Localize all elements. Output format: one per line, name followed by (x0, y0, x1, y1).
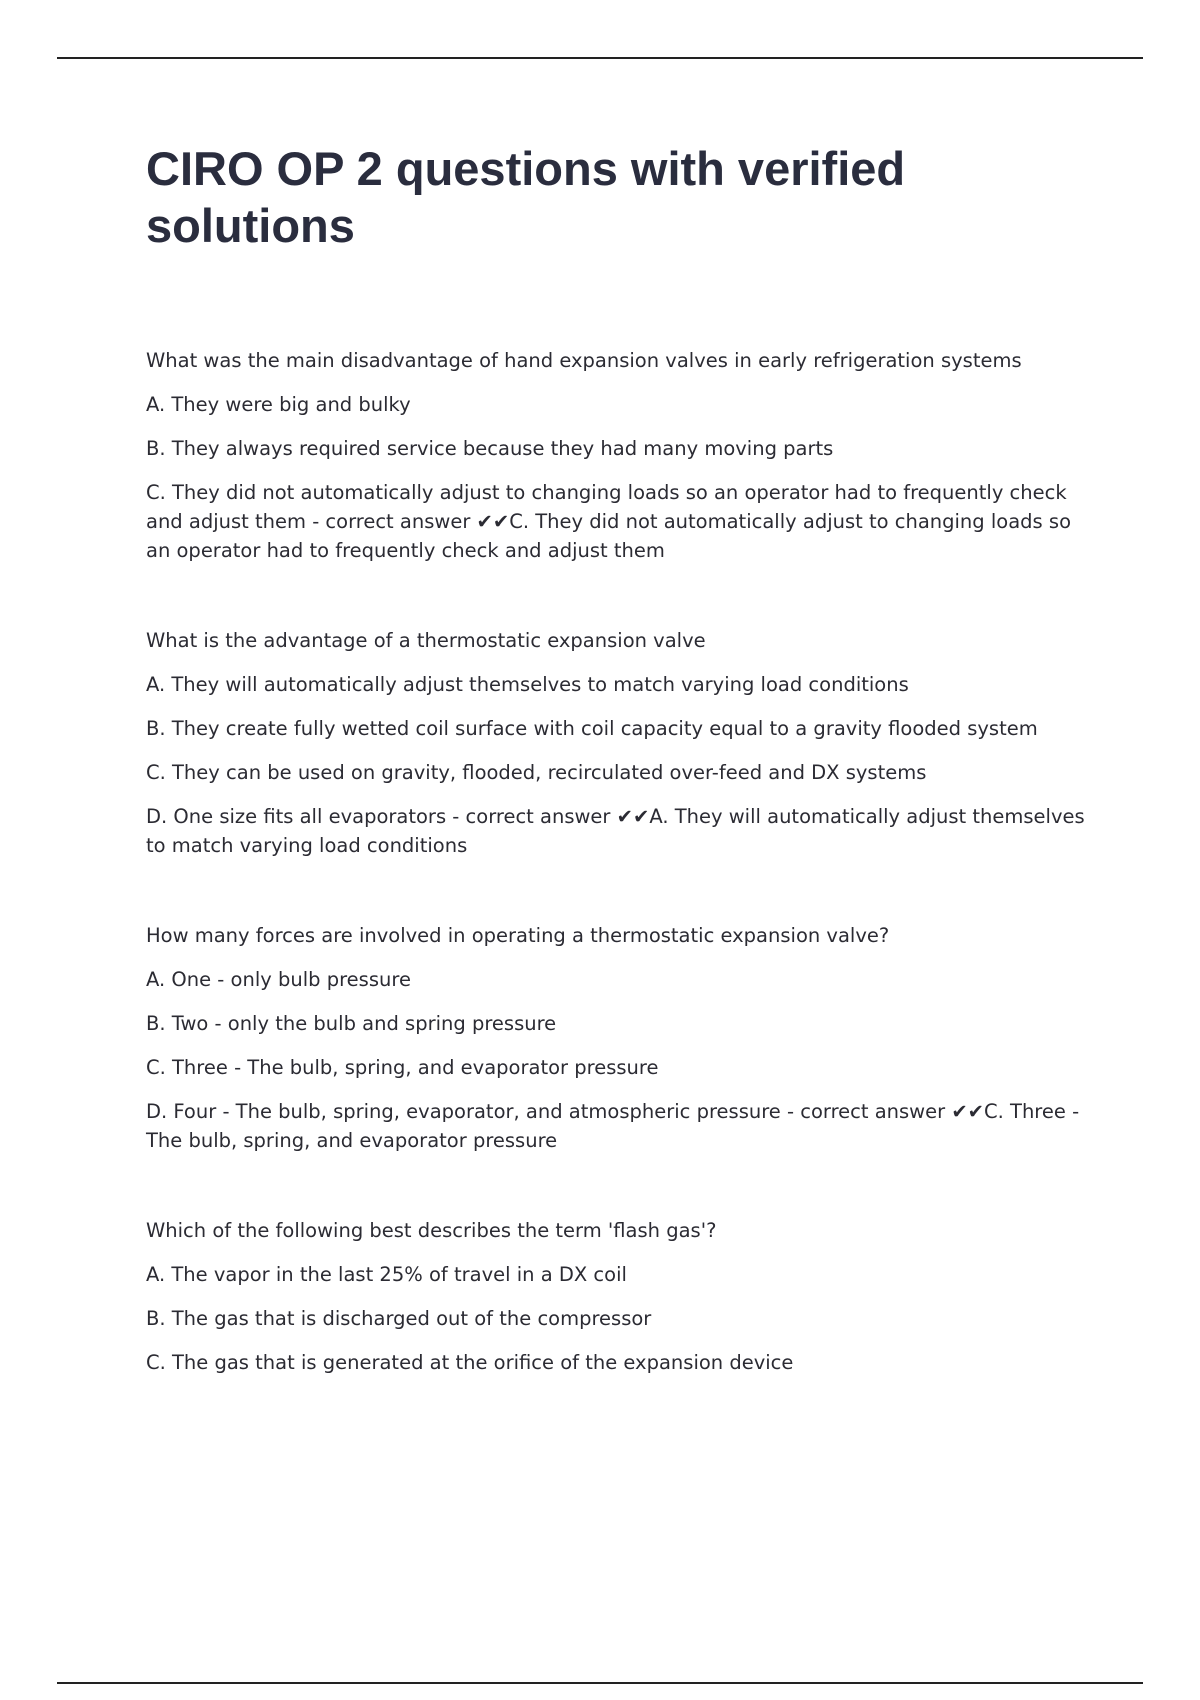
answer-option: A. One - only bulb pressure (146, 968, 411, 991)
question-text: Which of the following best describes the term 'flash gas'? (146, 1219, 717, 1242)
answer-option: B. The gas that is discharged out of the compressor (146, 1307, 652, 1330)
question-block (146, 626, 1086, 860)
question-list (146, 346, 1086, 1438)
answer-option: B. Two - only the bulb and spring pressure (146, 1012, 557, 1035)
question-block (146, 346, 1086, 565)
answer-option: C. Three - The bulb, spring, and evaporator pressure (146, 1056, 659, 1079)
answer-option: A. They will automatically adjust themselves to match varying load conditions (146, 673, 909, 696)
question-text: What was the main disadvantage of hand expansion valves in early refrigeration systems (146, 349, 1022, 372)
question-text: How many forces are involved in operating a thermostatic expansion valve? (146, 924, 890, 947)
bottom-divider (57, 1682, 1143, 1684)
answer-option: A. The vapor in the last 25% of travel in a DX coil (146, 1263, 627, 1286)
answer-option: B. They always required service because they had many moving parts (146, 437, 834, 460)
question-block (146, 1216, 1086, 1377)
answer-option: C. They can be used on gravity, flooded, recirculated over-feed and DX systems (146, 761, 927, 784)
page-title: CIRO OP 2 questions with verified solutions (146, 142, 906, 252)
answer-option: C. They did not automatically adjust to changing loads so an operator had to frequently check and adjust them - correct answer ✔✔C. They did not automatically adjust to changing loads so an operator had to frequently check and adjust them (146, 481, 1071, 562)
answer-option: A. They were big and bulky (146, 393, 411, 416)
top-divider (57, 57, 1143, 59)
answer-option: D. One size fits all evaporators - correct answer ✔✔A. They will automatically adjust themselves to match varying load conditions (146, 805, 1085, 857)
answer-option: C. The gas that is generated at the orifice of the expansion device (146, 1351, 794, 1374)
answer-option: B. They create fully wetted coil surface with coil capacity equal to a gravity flooded system (146, 717, 1038, 740)
question-block (146, 921, 1086, 1155)
question-text: What is the advantage of a thermostatic expansion valve (146, 629, 706, 652)
answer-option: D. Four - The bulb, spring, evaporator, and atmospheric pressure - correct answer ✔✔C. Three - The bulb, spring, and evaporator pressure (146, 1100, 1080, 1152)
